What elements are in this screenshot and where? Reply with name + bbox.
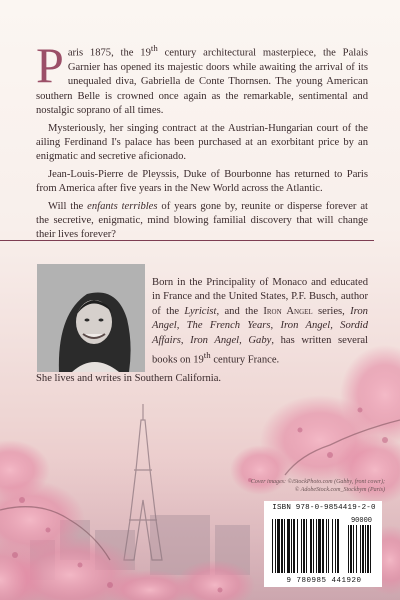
blurb-paragraph-4: Will the enfants terribles of years gone by, reunite or disperse forever at the secretive, enigmatic, mind blowing familial discovery that will change their lives forever? bbox=[36, 200, 368, 241]
bio-paragraph-2: She lives and writes in Southern California. bbox=[36, 373, 222, 384]
blurb-paragraph-2: Mysteriously, her singing contract at the Austrian-Hungarian court of the ailing Ferdinand I's palace has been purchased at an exorbitant price by an enigmatic and secretive aficionado. bbox=[36, 122, 368, 163]
blurb-paragraph-3: Jean-Louis-Pierre de Pleyssis, Duke of Bourbonne has returned to Paris from America after five years in the New World across the Atlantic. bbox=[36, 168, 368, 195]
divider-rule bbox=[0, 240, 374, 241]
bio-paragraph-1: Born in the Principality of Monaco and educated in France and the United States, P.F. Busch, author of the Lyricist, and the Iron Angel series, Iron Angel, The French Years, Iron Angel, Sordid Affairs, Iron Angel, Gaby, has written several books on 19th century France. bbox=[152, 277, 369, 366]
back-cover-blurb bbox=[36, 37, 368, 246]
author-bio bbox=[36, 276, 368, 389]
isbn-label: ISBN 978-0-9854419-2-0 bbox=[272, 504, 376, 512]
barcode-icon bbox=[268, 515, 380, 575]
drop-cap: P bbox=[36, 37, 64, 93]
addon-code: 90000 bbox=[350, 517, 372, 525]
ean-digits: 9 780985 441920 bbox=[286, 577, 362, 585]
image-credit: Cover images: ©iStockPhoto.com (Gabby, front cover); © AdobeStock.com_Stockbym (Paris) bbox=[250, 479, 385, 493]
blurb-paragraph-1: Paris 1875, the 19th century architectural masterpiece, the Palais Garnier has opened its majestic doors while awaiting the arrival of its unequaled diva, Gabriella de Conte Thornsen. The young American southern Belle is crowned once again as the remarkable, sentimental and nostalgic soprano of all times. bbox=[36, 37, 368, 117]
